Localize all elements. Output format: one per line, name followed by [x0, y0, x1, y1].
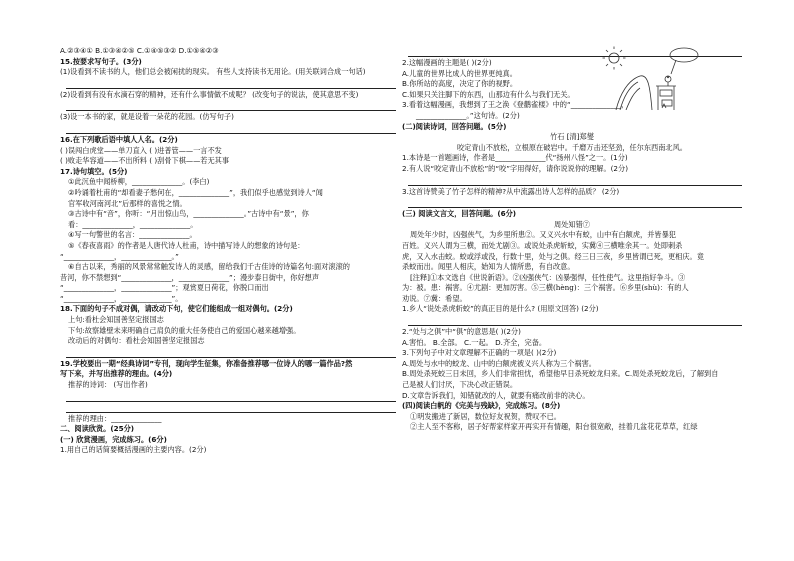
text-line: A.周处与水中的蛟龙、山中的白额虎被义兴人称为三个祸害。: [402, 358, 596, 368]
text-line: A.害怕。 B.全部。 C.一起。 D.齐全，完备。: [402, 337, 547, 347]
text-line: 推荐的理由：______________: [68, 413, 162, 423]
text-line: ②吟诵着杜甫的“却看妻子愁何在，______________”，我们似乎也感觉到诗人“闻: [68, 187, 323, 197]
text-line: ⑥自古以来，秀丽的风景常常触发诗人的灵感，留给我们千古佳诗的诗篇名句:面对滚滚的: [68, 262, 350, 272]
cartoon-illustration: [596, 46, 706, 110]
answer-line: [408, 316, 742, 326]
text-line: 昔河，你不禁想到“______________，______________”；漫步泰日街中，你好想声: [60, 272, 320, 282]
text-line: ______________。”这句诗。(2分): [416, 110, 520, 120]
text-line: [注释]①本文选自《世说新语》。②凶强侠气：凶暴强悍，任性使气。这里指好争斗。③: [410, 272, 686, 282]
text-line: A.②③④① B.①③④②⑤ C.①④⑤③② D.①⑤④②③: [60, 46, 219, 55]
text-line: ④写一句警世的名言：______________。: [68, 230, 197, 240]
left-column: [60, 46, 396, 456]
answer-line: [66, 79, 396, 89]
text-line: ①此沉鱼中闻桥柳，______________。(李白): [68, 177, 210, 187]
text-line: 2.“处与之俱”中“俱”的意思是( )(2分): [402, 327, 521, 337]
answer-line: [66, 348, 396, 358]
text-line: 周处年少时，凶强侠气，为乡里所患②。又义兴水中有蛟，山中有白额虎，并皆暴犯: [410, 230, 676, 240]
text-line: 官军收河南河北”后那样的喜悦之情。: [68, 198, 187, 208]
text-line: 己是被人们讨厌，下决心改正错误。: [402, 380, 518, 390]
text-line: 为：被。患：祸害。④尤剧：更加厉害。⑤三横(hèng)：三个祸害。⑥乡里(shù)：有的人: [402, 283, 689, 293]
text-line: 17.诗句填空。(5分): [60, 166, 128, 176]
text-line: 咬定青山不放松，立根原在破岩中。千磨万击还坚劲，任尔东西南北风。: [456, 142, 687, 152]
text-line: 百姓。义兴人谓为三横，而处尤剧③。或说处杀虎斩蛟，实冀④三横唯余其一。处即刺杀: [402, 240, 683, 250]
answer-line: [66, 403, 396, 413]
text-line: ( )误闯白虎堂——单刀直入 ( )进普管——一言不发: [60, 145, 222, 155]
text-line: (1)设看到不读书的人，他们总会被闲扰的现实。 有些人支持读书无用论。(用关联词合成一句话): [60, 67, 366, 77]
answer-line: [66, 124, 396, 134]
text-line: 虎，又入水击蛟。蛟或浮或没，行数十里，处与之俱。经三日三夜，乡里皆谓已死，更相庆。竟: [402, 251, 704, 261]
text-line: 16.在下列歌后语中填人人名。(2分): [60, 134, 178, 144]
text-line: (三) 阅读文言文，回答问题。(6分): [402, 209, 517, 219]
text-line: 周处知错⑦: [554, 219, 590, 229]
text-line: 看：______________，______________。: [68, 219, 198, 229]
text-line: 3.这首诗赞美了竹子怎样的精神?从中流露出诗人怎样的品质？ (2分): [402, 186, 620, 196]
text-line: ①明发搬进了新居，数位好友祝贺，赞叹不已。: [410, 411, 561, 421]
text-line: D.文章告诉我们，知错就改的人，就要有痛改前非的决心。: [402, 390, 590, 400]
text-line: (四)阅读白帆的《完美与残缺》，完成练习。(8分): [402, 401, 561, 411]
text-line: 二、阅读欣赏。(25分): [60, 424, 135, 434]
text-line: “______________，______________。”: [60, 251, 179, 261]
text-line: 杀蛟而出。闻里人相庆，始知为人情所患，有自改意。: [402, 262, 575, 272]
answer-line: [66, 101, 396, 111]
text-line: 改动后的对偶句：看杜会知国善坚定报国志: [68, 336, 205, 346]
answer-line: [66, 392, 396, 402]
text-line: (一) 欣赏漫画，完成练习。(6分): [60, 434, 167, 444]
text-line: A.儿童的世界比成人的世界更纯真。: [402, 68, 517, 78]
text-line: (二)阅读诗词，回答问题。(5分): [402, 121, 507, 131]
text-line: B.你所站的高度，决定了你的视野。: [402, 79, 518, 89]
text-line: 15.按要求写句子。(3分): [60, 56, 142, 66]
text-line: 推荐的诗词： (写出作者): [68, 380, 148, 390]
text-line: (2)设看到有没有水滴石穿的精神，还有什么事情做不成呢？ (改变句子的说法，使其意思不变): [60, 89, 359, 99]
text-line: 3.看着这幅漫画，我想到了王之涣《登鹳雀楼》中的“______________，: [402, 100, 629, 110]
answer-line: [408, 176, 742, 186]
text-line: “______________，______________”；观赏夏日荷花，你脱口而出: [60, 283, 269, 293]
text-line: (3)设一本书的家，就是设着一朵花的花园。(仿写句子): [60, 112, 234, 122]
text-line: 1.乡人“说处杀虎斩蛟”的真正目的是什么? (用原文回答) (2分): [402, 304, 599, 314]
text-line: ⑤《春夜喜雨》的作者是人唐代诗人杜甫，诗中描写诗人的想象的诗句是：: [68, 240, 305, 250]
text-line: 上句:看杜会知国善坚定报国志: [68, 315, 164, 325]
text-line: C.如果只关注脚下的东西，山那边有什么与我们无关。: [402, 89, 575, 99]
text-line: 1.用自己的话简要概括漫画的主要内容。(2分): [60, 445, 207, 455]
text-line: 2.有人说“咬定青山不放松”的“咬”字用得好，请你说说你的理解。(2分): [402, 163, 628, 173]
text-line: B.周处杀死蛟三日未回，乡人们非常担忧，希望他早日杀死蛟龙归来。C.周处杀死蛟龙后，了解到自: [402, 369, 719, 379]
text-line: 19.学校要出一期“经典诗词”专刊，现向学生征集，你准备推荐哪一位诗人的哪一篇作品?然: [60, 358, 353, 368]
text-line: 下句:故察雄壁未来明确自己肩负的重大任务使自己的爱国心越来越增强。: [68, 325, 301, 335]
text-line: 3.下列句子中对文章理解不正确的一项是( )(2分): [402, 348, 557, 358]
text-line: 1.本诗是一首题画诗，作者是______________代“扬州八怪”之一。(1分): [402, 153, 628, 163]
text-line: 竹石 [清]郑燮: [550, 132, 594, 142]
text-line: 写下来，并写出推荐的理由。(4分): [60, 369, 173, 379]
text-line: ③古诗中有“音”，你听：“月出惊山鸟，______________。”古诗中有“景”，你: [68, 209, 309, 219]
text-line: “______________，______________”。: [60, 293, 183, 303]
text-line: 劝说。⑦冀：希望。: [402, 293, 467, 303]
text-line: 2.这幅漫画的主题是( )(2分): [402, 58, 492, 67]
answer-line: [408, 198, 742, 208]
text-line: ( )败走华容道——不出所料 ( )刮骨下棋——若无其事: [60, 156, 230, 166]
text-line: ②主人至不客称，居子好帮家样家开再实开有情趣，阳台很宽敞，挂着几盆花花草草，红绿: [410, 422, 698, 432]
text-line: 18.下面的句子不成对偶，请改动下句，使它们能组成一组对偶句。(2分): [60, 304, 293, 314]
